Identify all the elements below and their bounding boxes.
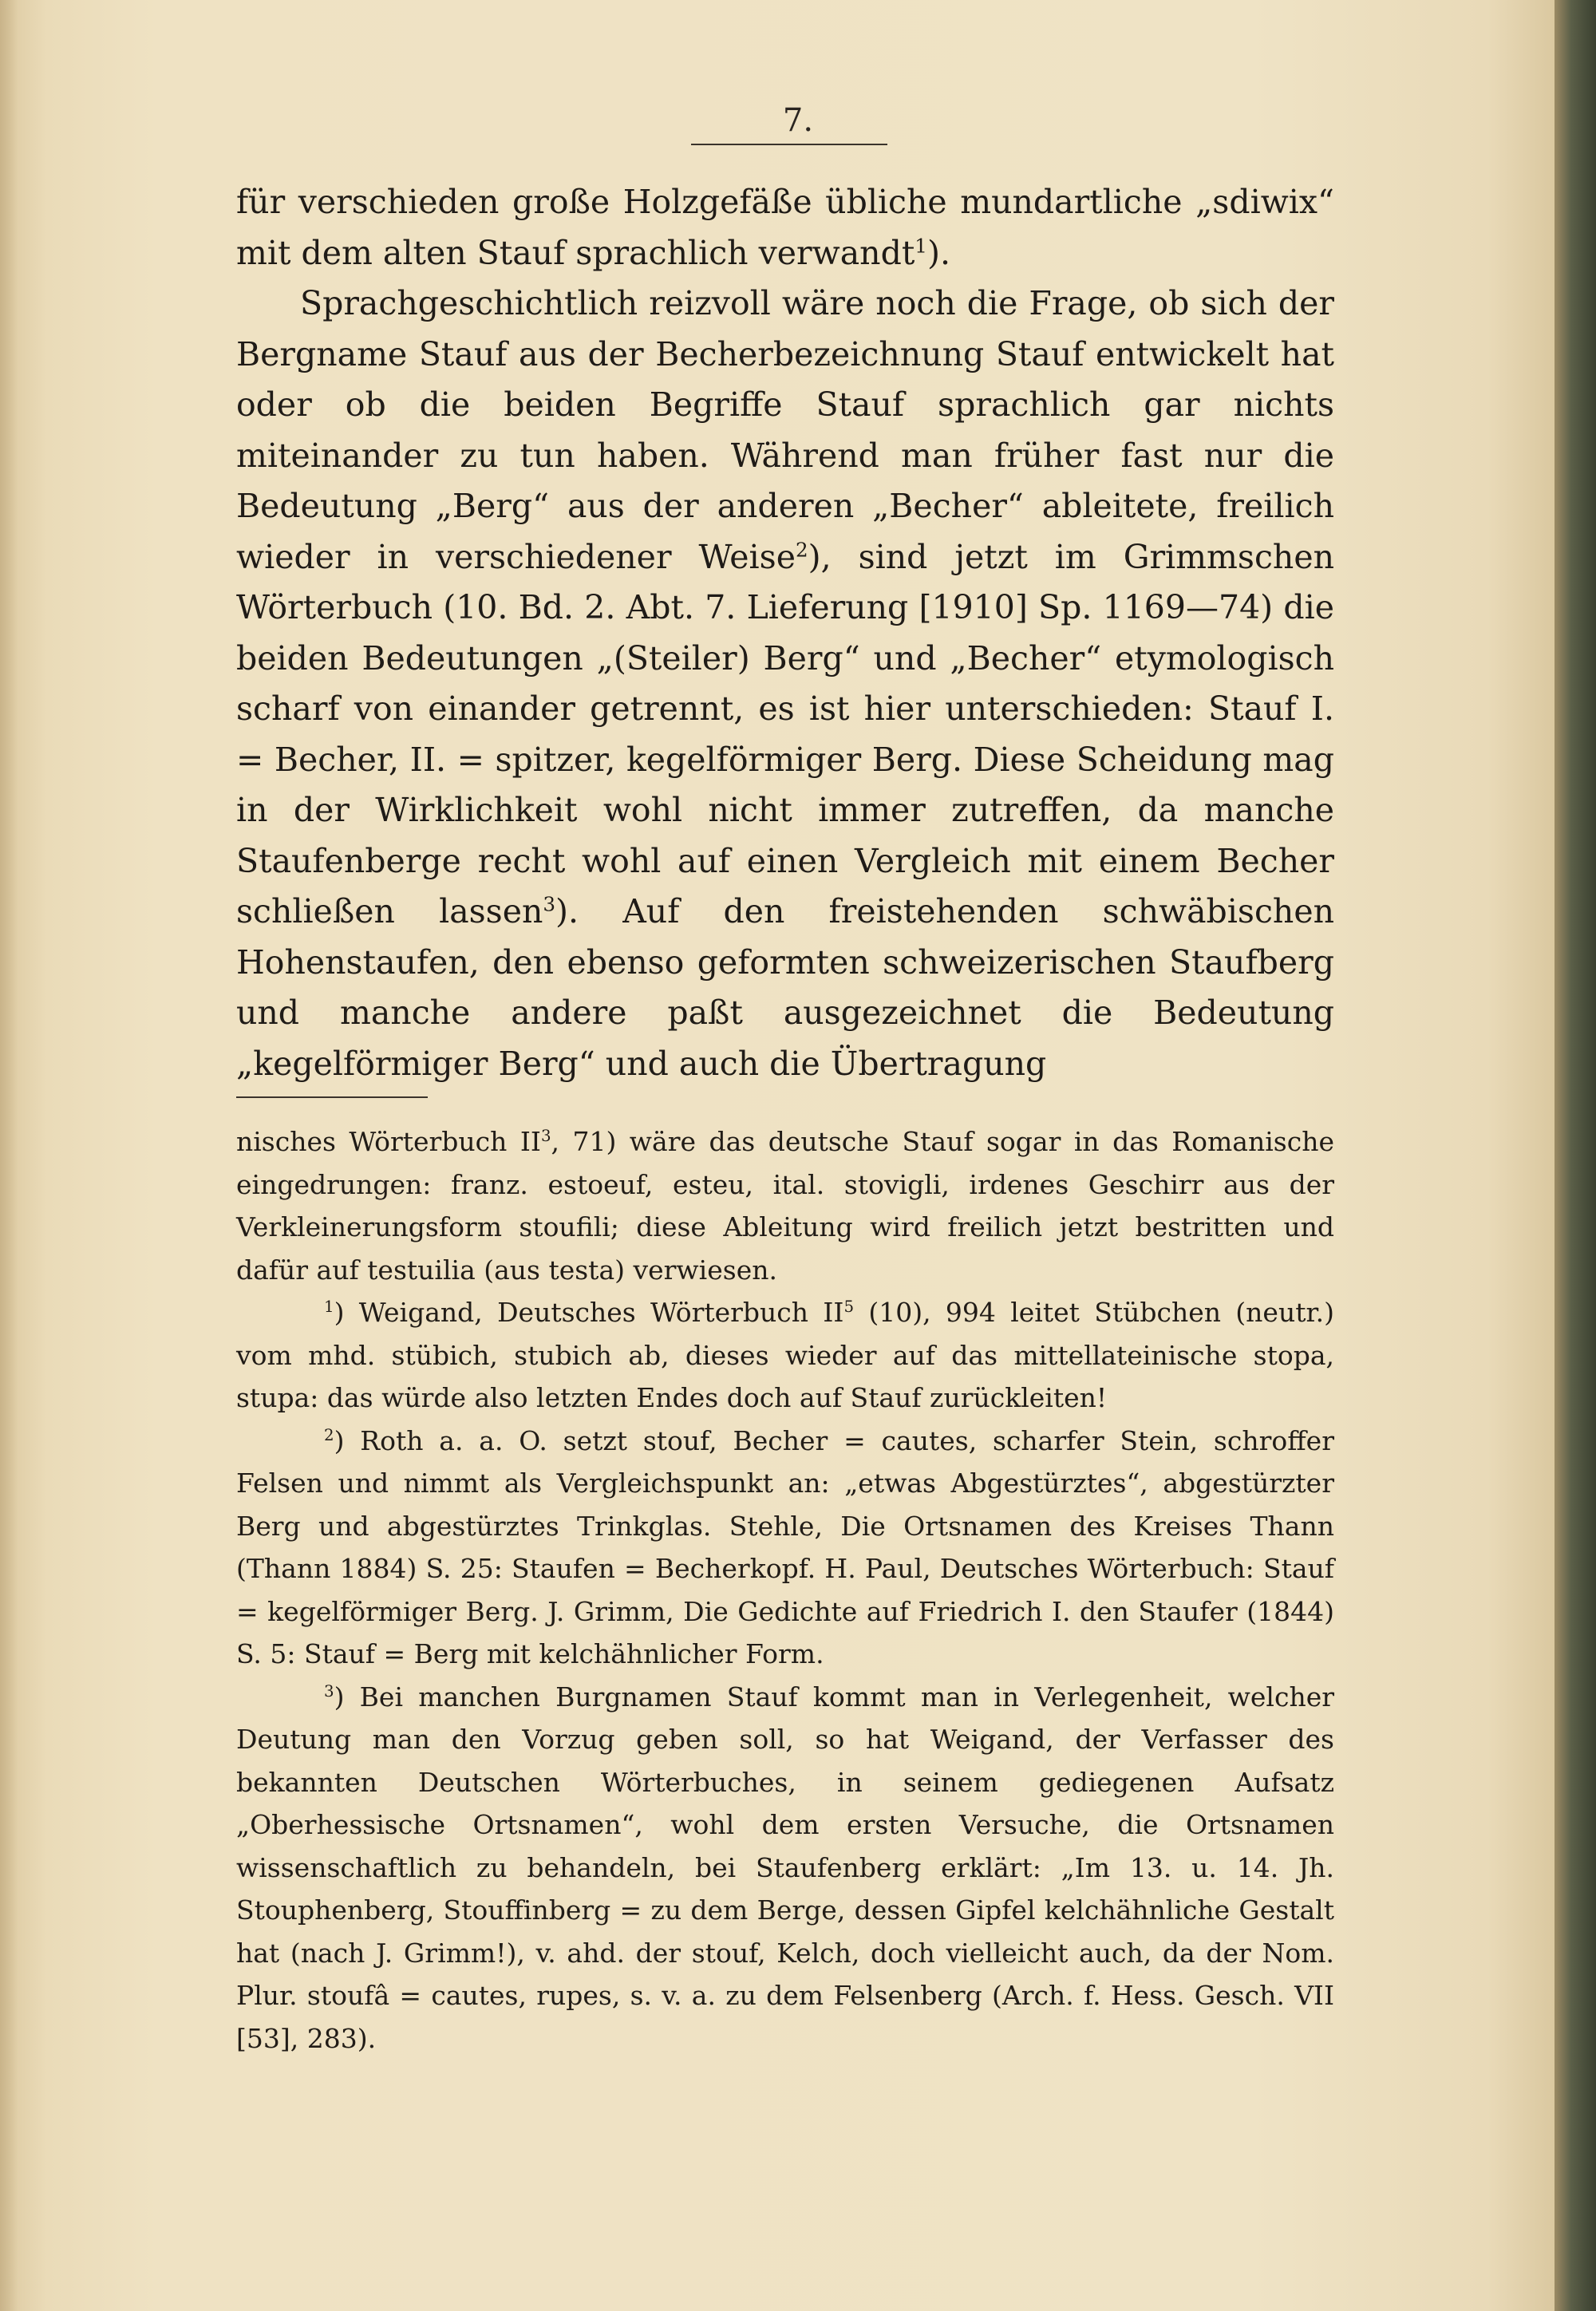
footnote-ref-2: 2 [795, 537, 808, 561]
paragraph-1: für verschieden große Holzgefäße übliche mundartliche „sdiwix“ mit dem alten Stauf sprachlich verwandt$^1$). [236, 183, 1334, 272]
footnote-rule [236, 1096, 428, 1098]
footnote-ref-3: 3 [543, 892, 556, 916]
footnotes [236, 1120, 1334, 2060]
main-text [236, 177, 1334, 1089]
footnote-2: $^2$) Roth a. a. O. setzt stouf, Becher = cautes, scharfer Stein, schroffer Felsen und nimmt als Vergleichspunkt an: „etwas Abgestürztes“, abgestürzter Berg und abgestürztes Trinkglas. Stehle, Die Ortsnamen des Kreises Thann (Thann 1884) S. 25: Staufen = Becherkopf. H. Paul, Deutsches Wörterbuch: Stauf = kegelförmiger Berg. J. Grimm, Die Gedichte auf Friedrich I. den Staufer (1844) S. 5: Stauf = Berg mit kelchähnlicher Form. [236, 1424, 1334, 1669]
footnote-3: $^3$) Bei manchen Burgnamen Stauf kommt man in Verlegenheit, welcher Deutung man den Vorzug geben soll, so hat Weigand, der Verfasser des bekannten Deutschen Wörterbuches, in seinem gediegenen Aufsatz „Oberhessische Ortsnamen“, wohl dem ersten Versuche, die Ortsnamen wissenschaftlich zu behandeln, bei Staufenberg erklärt: „Im 13. u. 14. Jh. Stouphenberg, Stouffinberg = zu dem Berge, dessen Gipfel kelchähnliche Gestalt hat (nach J. Grimm!), v. ahd. der stouf, Kelch, doch vielleicht auch, da der Nom. Plur. stoufâ = cautes, rupes, s. v. a. zu dem Felsenberg (Arch. f. Hess. Gesch. VII [53], 283). [236, 1681, 1334, 2054]
footnote-continuation: nisches Wörterbuch $II^3$, 71) wäre das deutsche Stauf sogar in das Romanische eingedrungen: franz. estoeuf, esteu, ital. stovigli, irdenes Geschirr aus der Verkleinerungsform stoufili; diese Ableitung wird freilich jetzt bestritten und dafür auf testuilia (aus testa) verwiesen. [236, 1126, 1334, 1286]
footnote-1: $^1$) Weigand, Deutsches Wörterbuch $II^5$ (10), 994 leitet Stübchen (neutr.) vom mhd. stübich, stubich ab, dieses wieder auf das mittellateinische stopa, stupa: das würde also letzten Endes doch auf Stauf zurückleiten! [236, 1297, 1334, 1413]
page-edge-shadow [0, 0, 18, 2311]
book-binding-edge [1555, 0, 1596, 2311]
paragraph-2: Sprachgeschichtlich reizvoll wäre noch die Frage, ob sich der Bergname Stauf aus der Becherbezeichnung Stauf entwickelt hat oder ob die beiden Begriffe Stauf sprachlich gar nichts miteinander zu tun haben. Während man früher fast nur die Bedeutung „Berg“ aus der anderen „Becher“ ableitete, freilich wieder in verschiedener Weise$^2$), sind jetzt im Grimmschen Wörterbuch (10. Bd. 2. Abt. 7. Lieferung [1910] Sp. 1169—74) die beiden Bedeutungen „(Steiler) Berg“ und „Becher“ etymologisch scharf von einander getrennt, es ist hier unterschieden: Stauf I. = Becher, II. = spitzer, kegelförmiger Berg. Diese Scheidung mag in der Wirklichkeit wohl nicht immer zutreffen, da manche Staufenberge recht wohl auf einen Vergleich mit einem Becher schließen lassen$^3$). Auf den freistehenden schwäbischen Hohenstaufen, den ebenso geformten schweizerischen Staufberg und manche andere paßt ausgezeichnet die Bedeutung „kegelförmiger Berg“ und auch die Übertragung [236, 284, 1334, 1083]
page-number: 7. [782, 102, 814, 139]
header-rule [691, 144, 887, 145]
footnote-ref-1: 1 [915, 233, 927, 257]
